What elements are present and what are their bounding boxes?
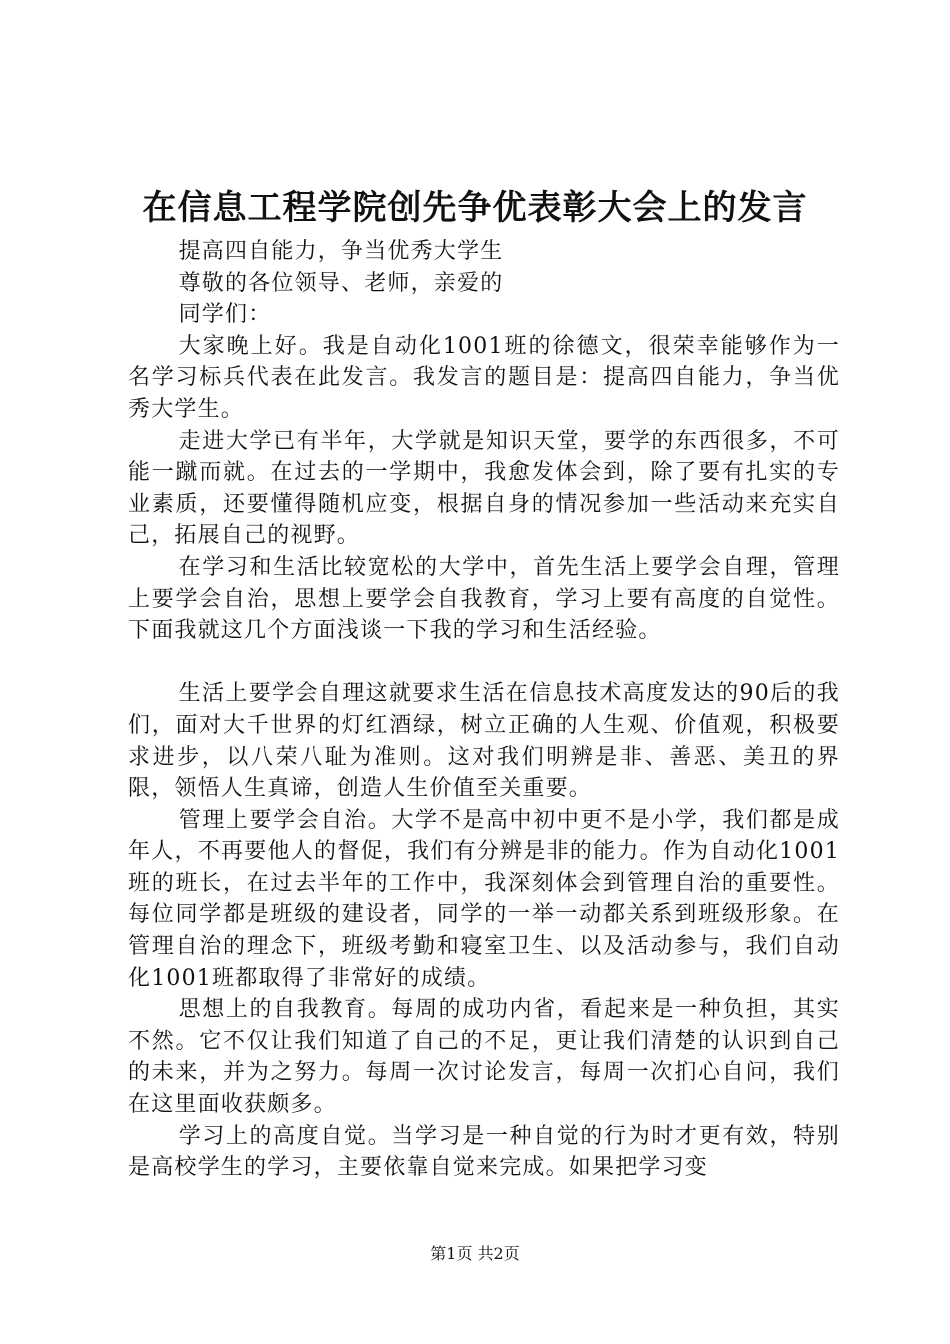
page-footer: 第1页 共2页 [430, 1244, 520, 1263]
paragraph-management: 管理上要学会自治。大学不是高中初中更不是小学，我们都是成年人，不再要他人的督促，我们有分辨是非的能力。作为自动化1001班的班长，在过去半年的工作中，我深刻体会到管理自治的重要性。每位同学都是班级的建设者，同学的一举一动都关系到班级形象。在管理自治的理念下，班级考勤和寝室卫生、以及活动参与，我们自动化1001班都取得了非常好的成绩。 [128, 807, 840, 991]
paragraph-greeting: 大家晚上好。我是自动化1001班的徐德文，很荣幸能够作为一名学习标兵代表在此发言。我发言的题目是：提高四自能力，争当优秀大学生。 [128, 333, 840, 422]
paragraph-intro: 走进大学已有半年，大学就是知识天堂，要学的东西很多，不可能一蹴而就。在过去的一学期中，我愈发体会到，除了要有扎实的专业素质，还要懂得随机应变，根据自身的情况参加一些活动来充实自己，拓展自己的视野。 [128, 428, 840, 549]
paragraph-life: 生活上要学会自理这就要求生活在信息技术高度发达的90后的我们，面对大千世界的灯红酒绿，树立正确的人生观、价值观，积极要求进步，以八荣八耻为准则。这对我们明辨是非、善恶、美丑的界限，领悟人生真谛，创造人生价值至关重要。 [128, 681, 840, 802]
paragraph-subtitle: 提高四自能力，争当优秀大学生 [178, 239, 504, 264]
paragraph-blank [128, 647, 840, 679]
paragraph-thought: 思想上的自我教育。每周的成功内省，看起来是一种负担，其实不然。它不仅让我们知道了自己的不足，更让我们清楚的认识到自己的未来，并为之努力。每周一次讨论发言，每周一次扪心自问，我们在这里面收获颇多。 [128, 997, 840, 1118]
document-body [128, 236, 840, 1184]
paragraph-salutation-1: 尊敬的各位领导、老师，亲爱的 [178, 270, 504, 296]
document-title: 在信息工程学院创先争优表彰大会上的发言 [142, 188, 808, 228]
paragraph-salutation-2: 同学们： [178, 302, 272, 328]
paragraph-study: 学习上的高度自觉。当学习是一种自觉的行为时才更有效，特别是高校学生的学习，主要依靠自觉来完成。如果把学习变 [128, 1123, 840, 1181]
paragraph-overview: 在学习和生活比较宽松的大学中，首先生活上要学会自理，管理上要学会自治，思想上要学会自我教育，学习上要有高度的自觉性。下面我就这几个方面浅谈一下我的学习和生活经验。 [128, 554, 840, 644]
